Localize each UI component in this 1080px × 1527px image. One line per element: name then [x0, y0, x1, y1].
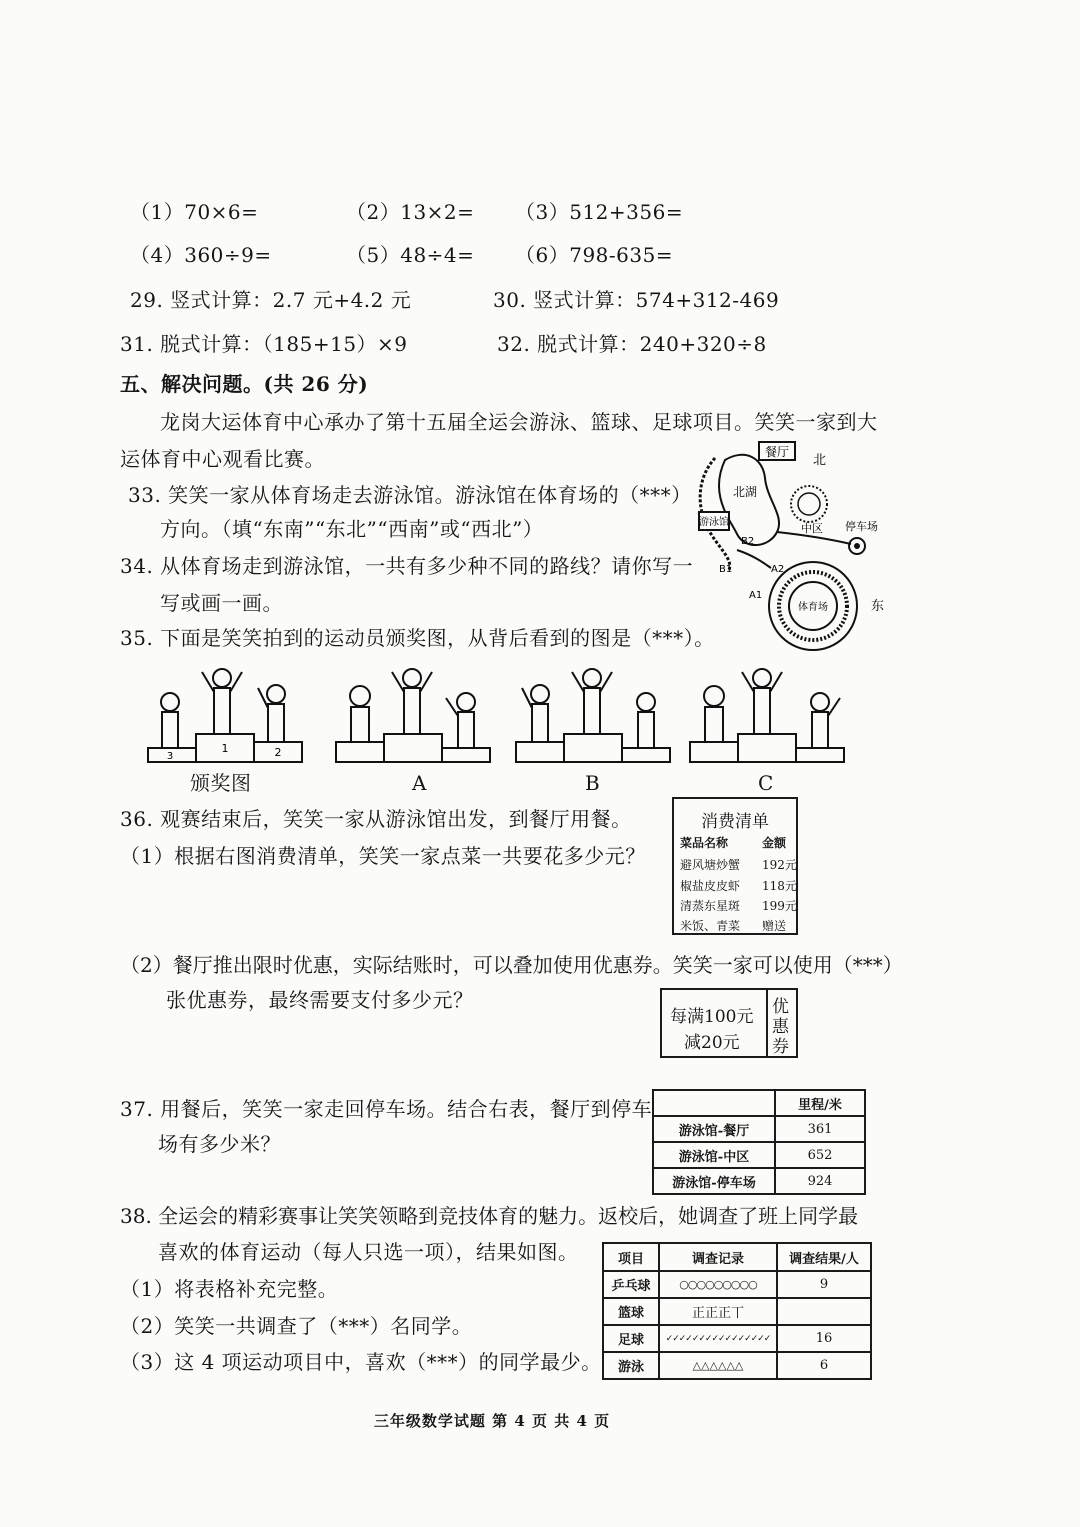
- survey-record: △△△△△△: [659, 1352, 777, 1379]
- podium-figures: [140, 662, 880, 772]
- distance-header: 里程/米: [775, 1090, 865, 1116]
- calc-q1: （1）70×6=: [130, 200, 259, 224]
- coupon-line-2: 减20元: [684, 1033, 740, 1053]
- question-38-line-2: 喜欢的体育运动（每人只选一项），结果如图。: [158, 1240, 579, 1264]
- calc-q2: （2）13×2=: [346, 200, 475, 224]
- question-36-part-2-line-2: 张优惠券，最终需要支付多少元？: [166, 988, 474, 1012]
- coupon-box: [660, 988, 798, 1058]
- distance-route: 游泳馆-中区: [653, 1142, 775, 1168]
- question-31: 31. 脱式计算：（185+15）×9: [120, 332, 408, 356]
- distance-route: 游泳馆-餐厅: [653, 1116, 775, 1142]
- question-38-part-1: （1）将表格补充完整。: [120, 1277, 339, 1301]
- map-north-lake-outline: [719, 455, 779, 545]
- map-north-label: 北: [813, 453, 827, 468]
- bill-header-amount: 金额: [762, 836, 787, 850]
- coupon-side-char: 优: [772, 997, 789, 1017]
- map-arena-circle: [791, 486, 827, 522]
- question-34-line-1: 34. 从体育场走到游泳馆，一共有多少种不同的路线？请你写一: [120, 554, 694, 578]
- distance-value: 361: [775, 1116, 865, 1142]
- bill-row-name: 椒盐皮皮虾: [680, 879, 741, 893]
- calc-q3: （3）512+356=: [515, 200, 684, 224]
- map-parking-label: 停车场: [845, 520, 878, 533]
- survey-sport: 篮球: [603, 1298, 659, 1325]
- question-34-line-2: 写或画一画。: [160, 591, 283, 615]
- podium-number-2: 2: [274, 746, 282, 759]
- calc-q4: （4）360÷9=: [130, 243, 272, 267]
- survey-sport: 乒乓球: [603, 1271, 659, 1298]
- coupon-line-1: 每满100元: [670, 1007, 754, 1027]
- map-inner-road: [737, 550, 771, 568]
- podium-caption-c: C: [758, 771, 774, 795]
- distance-table-corner: [653, 1090, 775, 1116]
- calc-q5: （5）48÷4=: [346, 243, 475, 267]
- question-33-line-2: 方向。（填“东南”“东北”“西南”或“西北”）: [160, 517, 544, 541]
- bill-row-amount: 199元: [762, 899, 797, 913]
- question-36-part-1: （1）根据右图消费清单，笑笑一家点菜一共要花多少元？: [120, 844, 646, 868]
- coupon-divider: [766, 990, 768, 1056]
- survey-record: ✓✓✓✓✓✓✓✓✓✓✓✓✓✓✓✓: [659, 1325, 777, 1352]
- question-38-line-1: 38. 全运会的精彩赛事让笑笑领略到竞技体育的魅力。返校后，她调查了班上同学最: [120, 1204, 859, 1228]
- question-38-part-2: （2）笑笑一共调查了（***）名同学。: [120, 1314, 473, 1338]
- bill-row-name: 米饭、青菜: [680, 919, 741, 933]
- podium-option-b: [516, 669, 670, 762]
- podium-option-c: [690, 669, 844, 762]
- distance-table: [652, 1089, 866, 1195]
- bill-title: 消费清单: [701, 812, 769, 832]
- survey-header-record: 调查记录: [659, 1243, 777, 1271]
- podium-number-1: 1: [221, 742, 229, 755]
- distance-route: 游泳馆-停车场: [653, 1168, 775, 1194]
- question-37-line-1: 37. 用餐后，笑笑一家走回停车场。结合右表，餐厅到停车: [120, 1097, 653, 1121]
- question-33-line-1: 33. 笑笑一家从体育场走去游泳馆。游泳馆在体育场的（***）: [128, 483, 692, 507]
- calc-q6: （6）798-635=: [515, 243, 674, 267]
- distance-value: 924: [775, 1168, 865, 1194]
- podium-number-3: 3: [166, 751, 174, 762]
- survey-record: 正正正丅: [659, 1298, 777, 1325]
- survey-result: [777, 1298, 871, 1325]
- survey-result: 16: [777, 1325, 871, 1352]
- bill-row-name: 避风塘炒蟹: [680, 858, 741, 872]
- question-35: 35. 下面是笑笑拍到的运动员颁奖图，从背后看到的图是（***）。: [120, 626, 715, 650]
- map-a2-label: A2: [771, 564, 785, 575]
- map-b2-label: B2: [741, 536, 755, 547]
- intro-line-1: 龙岗大运体育中心承办了第十五届全运会游泳、篮球、足球项目。笑笑一家到大: [160, 410, 878, 434]
- survey-result: 9: [777, 1271, 871, 1298]
- question-36-part-2-line-1: （2）餐厅推出限时优惠，实际结账时，可以叠加使用优惠券。笑笑一家可以使用（***）: [120, 953, 903, 977]
- bill-row-name: 清蒸东星斑: [680, 899, 741, 913]
- map-north-lake-label: 北湖: [733, 485, 758, 499]
- coupon-side-char: 惠: [772, 1017, 789, 1037]
- map-stadium-label: 体育场: [798, 602, 828, 613]
- map-pool-label: 游泳馆: [699, 517, 729, 528]
- page-footer: 三年级数学试题 第 4 页 共 4 页: [373, 1412, 611, 1430]
- section-5-title: 五、解决问题。(共 26 分): [120, 372, 369, 396]
- map-parking-dot: [854, 543, 860, 549]
- survey-record: ○○○○○○○○○: [659, 1271, 777, 1298]
- map-b1-label: B1: [719, 564, 733, 575]
- map-east-label: 东: [871, 599, 885, 614]
- question-32: 32. 脱式计算：240+320÷8: [497, 332, 767, 356]
- podium-caption-b: B: [585, 771, 601, 795]
- bill-header-name: 菜品名称: [680, 836, 729, 850]
- intro-line-2: 运体育中心观看比赛。: [120, 447, 325, 471]
- podium-caption-a: A: [412, 771, 427, 795]
- podium-original: [148, 669, 302, 762]
- map-central-label: 中区: [801, 522, 823, 535]
- podium-main-caption: 颁奖图: [190, 771, 252, 795]
- map-a1-label: A1: [749, 590, 763, 601]
- question-29: 29. 竖式计算：2.7 元+4.2 元: [130, 288, 412, 312]
- survey-table: [602, 1242, 872, 1380]
- survey-header-result: 调查结果/人: [777, 1243, 871, 1271]
- bill-box: [672, 797, 798, 935]
- bill-row-amount: 192元: [762, 858, 797, 872]
- map-arena-inner: [798, 493, 820, 515]
- question-30: 30. 竖式计算：574+312-469: [493, 288, 780, 312]
- distance-value: 652: [775, 1142, 865, 1168]
- stadium-map: [685, 438, 885, 654]
- bill-row-amount: 赠送: [762, 919, 787, 933]
- survey-sport: 游泳: [603, 1352, 659, 1379]
- survey-result: 6: [777, 1352, 871, 1379]
- survey-header-sport: 项目: [603, 1243, 659, 1271]
- bill-row-amount: 118元: [762, 879, 797, 893]
- question-38-part-3: （3）这 4 项运动项目中，喜欢（***）的同学最少。: [120, 1350, 602, 1374]
- coupon-side-char: 券: [772, 1037, 789, 1057]
- question-37-line-2: 场有多少米？: [158, 1132, 281, 1156]
- question-36-line: 36. 观赛结束后，笑笑一家从游泳馆出发，到餐厅用餐。: [120, 807, 632, 831]
- podium-option-a: [336, 669, 490, 762]
- map-restaurant-label: 餐厅: [764, 445, 790, 459]
- survey-sport: 足球: [603, 1325, 659, 1352]
